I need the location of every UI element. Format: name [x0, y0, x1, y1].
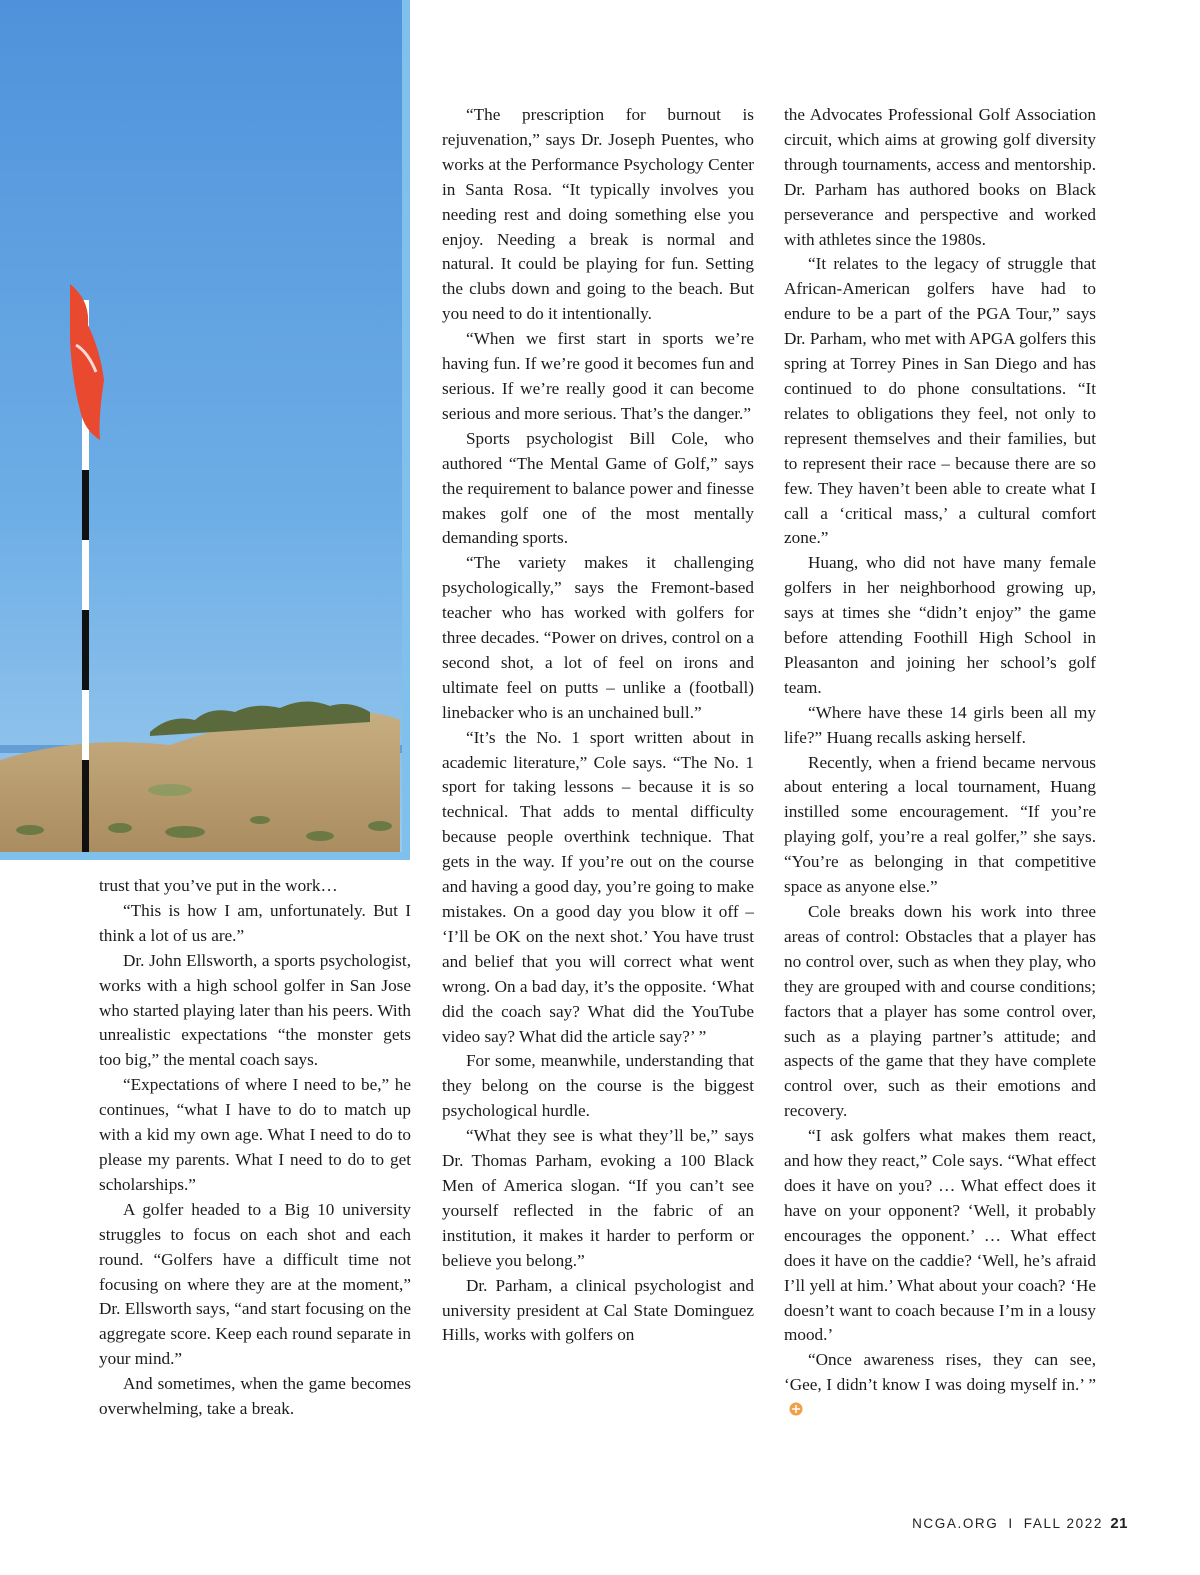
paragraph-text: “This is how I am, unfortunately. But I think a lot of us are.” — [99, 900, 411, 945]
paragraph-text: And sometimes, when the game becomes overwhelming, take a break. — [99, 1374, 411, 1419]
paragraph — [99, 1372, 411, 1422]
article-column-1 — [99, 874, 411, 1422]
paragraph-text: Cole breaks down his work into three areas of control: Obstacles that a player has no control over, such as when they play, who they are grouped with and course conditions; factors that a player has some control over, such as a playing partner’s attitude; and aspects of the game that they have complete control over, such as their emotions and recovery. — [784, 902, 1096, 1121]
paragraph — [784, 551, 1096, 700]
paragraph — [784, 751, 1096, 900]
paragraph-text: A golfer headed to a Big 10 university struggles to focus on each shot and each round. “Golfers have a difficult time not focusing on where they are at the moment,” Dr. Ellsworth says, “and start focusing on the aggregate score. Keep each round separate in your mind.” — [99, 1199, 411, 1369]
footer-site: NCGA.ORG — [912, 1516, 999, 1531]
photo-border — [402, 0, 410, 860]
article-column-3 — [784, 103, 1096, 1423]
paragraph — [442, 726, 754, 1050]
paragraph — [442, 551, 754, 725]
paragraph-text: Huang, who did not have many female golfers in her neighborhood growing up, says at times she “didn’t enjoy” the game before attending Foothill High School in Pleasanton and joining her school’s golf team. — [784, 553, 1096, 697]
footer-issue: FALL 2022 — [1023, 1516, 1103, 1531]
paragraph-text: “Expectations of where I need to be,” he continues, “what I have to do to match up with a kid my own age. What I need to do to please my parents. What I need to do to get scholarships.” — [99, 1075, 411, 1194]
paragraph-text: Sports psychologist Bill Cole, who authored “The Mental Game of Golf,” says the requirement to balance power and finesse makes golf one of the most mentally demanding sports. — [442, 428, 754, 548]
paragraph — [442, 1274, 754, 1349]
paragraph-text: “It relates to the legacy of struggle that African-American golfers have had to endure to be a part of the PGA Tour,” says Dr. Parham, who met with APGA golfers this spring at Torrey Pines in San Diego and has continued to do phone consultations. “It relates to obligations they feel, not only to represent themselves and their families, but to represent their race – because there are so few. They haven’t been able to create what I call a ‘critical mass,’ a cultural comfort zone.” — [784, 254, 1096, 548]
paragraph — [784, 252, 1096, 551]
paragraph — [99, 949, 411, 1074]
paragraph — [442, 427, 754, 552]
paragraph-text: “The prescription for burnout is rejuvenation,” says Dr. Joseph Puentes, who works at the Performance Psychology Center in Santa Rosa. “It typically involves you needing rest and doing something else you enjoy. Needing a break is normal and natural. It could be playing for fun. Setting the clubs down and going to the beach. But you need to do it intentionally. — [442, 105, 754, 324]
paragraph-text: “Where have these 14 girls been all my life?” Huang recalls asking herself. — [784, 702, 1096, 747]
paragraph-text: Recently, when a friend became nervous about entering a local tournament, Huang instilled some encouragement. “If you’re playing golf, you’re a real golfer,” she says. “You’re as belonging in that competitive space as anyone else.” — [784, 752, 1096, 897]
paragraph — [442, 1124, 754, 1273]
footer-separator: I — [1008, 1516, 1014, 1531]
paragraph — [784, 1124, 1096, 1348]
paragraph — [784, 1348, 1096, 1423]
paragraph-text: “When we first start in sports we’re having fun. If we’re good it becomes fun and serious. If we’re really good it can become serious and more serious. That’s the danger.” — [442, 329, 754, 423]
page-number: 21 — [1110, 1515, 1128, 1532]
paragraph — [99, 899, 411, 949]
paragraph — [99, 1198, 411, 1372]
paragraph — [442, 1049, 754, 1124]
golf-flag-photo — [0, 0, 410, 860]
photo-border-bottom — [0, 852, 410, 860]
paragraph-text: Dr. John Ellsworth, a sports psychologist, works with a high school golfer in San Jose who started playing later than his peers. With unrealistic expectations “the monster gets too big,” the mental coach says. — [99, 950, 411, 1070]
ncga-end-mark-icon — [788, 1401, 804, 1417]
paragraph-text: “Once awareness rises, they can see, ‘Gee, I didn’t know I was doing myself in.’ ” — [784, 1350, 1096, 1395]
paragraph — [784, 900, 1096, 1124]
paragraph — [784, 701, 1096, 751]
paragraph-text: For some, meanwhile, understanding that they belong on the course is the biggest psychological hurdle. — [442, 1051, 754, 1121]
paragraph — [442, 327, 754, 427]
paragraph — [784, 103, 1096, 252]
paragraph-text: Dr. Parham, a clinical psychologist and university president at Cal State Dominguez Hills, works with golfers on — [442, 1275, 754, 1345]
paragraph — [99, 874, 411, 899]
paragraph-text: trust that you’ve put in the work… — [99, 876, 338, 895]
page-footer — [912, 1515, 1128, 1532]
paragraph-text: “It’s the No. 1 sport written about in academic literature,” Cole says. “The No. 1 sport for taking lessons – because it is so technical. That adds to mental difficulty because people overthink technique. That gets in the way. If you’re out on the course and having a good day, you’re going to make mistakes. On a good day you blow it off – ‘I’ll be OK on the next shot.’ You have trust and belief that you will correct what went wrong. On a bad day, it’s the opposite. ‘What did the coach say? What did the YouTube video say? What did the article say?’ ” — [442, 727, 754, 1046]
green-patch — [148, 784, 192, 796]
article-column-2 — [442, 103, 754, 1348]
paragraph — [99, 1073, 411, 1198]
paragraph-text: “I ask golfers what makes them react, and how they react,” Cole says. “What effect does it have on you? … What effect does it have on your opponent? ‘Well, it probably encourages the opponent.’ … What effect does it have on the caddie? ‘Well, he’s afraid I’ll yell at him.’ What about your coach? ‘He doesn’t want to coach because I’m in a lousy mood.’ — [784, 1126, 1096, 1345]
paragraph — [442, 103, 754, 327]
paragraph-text: “What they see is what they’ll be,” says Dr. Thomas Parham, evoking a 100 Black Men of America slogan. “If you can’t see yourself reflected in the fabric of an institution, it makes it harder to perform or believe you belong.” — [442, 1126, 754, 1270]
paragraph-text: the Advocates Professional Golf Association circuit, which aims at growing golf diversity through tournaments, access and mentorship. Dr. Parham has authored books on Black perseverance and perspective and worked with athletes since the 1980s. — [784, 105, 1096, 249]
paragraph-text: “The variety makes it challenging psychologically,” says the Fremont-based teacher who has worked with golfers for three decades. “Power on drives, control on a second shot, a lot of feel on irons and ultimate feel on putts – unlike a (football) linebacker who is an unchained bull.” — [442, 553, 754, 722]
